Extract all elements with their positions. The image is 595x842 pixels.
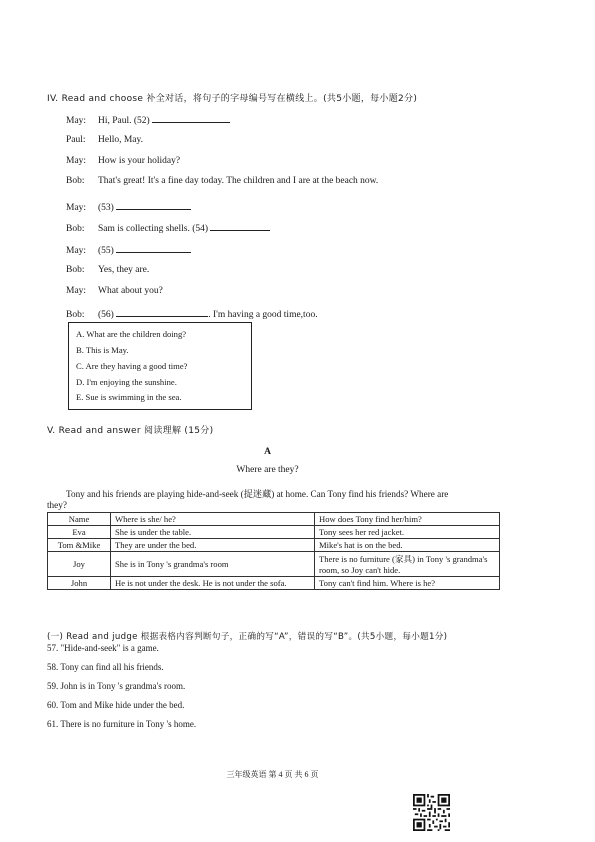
dialogue-line-4 <box>66 176 378 186</box>
judge-item-59: 59. John is in Tony 's grandma's room. <box>47 681 186 691</box>
answer-blank-53[interactable] <box>116 200 191 210</box>
table-row <box>48 577 500 590</box>
answer-blank-56[interactable] <box>116 307 208 317</box>
dialogue-line-6 <box>66 221 270 234</box>
passage-title: Where are they? <box>236 465 299 475</box>
table-cell: They are under the bed. <box>111 539 315 552</box>
dialogue-line-2 <box>66 135 143 145</box>
speaker: Bob: <box>66 265 85 275</box>
table-row <box>48 552 500 577</box>
option-a: A. What are the children doing? <box>76 329 187 339</box>
option-c: C. Are they having a good time? <box>76 361 188 371</box>
passage-line-1: Tony and his friends are playing hide-and-seek (捉迷藏) at home. Can Tony find his friends? Where are <box>66 489 449 499</box>
table-header: Where is she/ he? <box>111 513 315 526</box>
table-cell: Tom &Mike <box>48 539 111 552</box>
judge-item-60: 60. Tom and Mike hide under the bed. <box>47 700 185 710</box>
table-cell: She is under the table. <box>111 526 315 539</box>
passage-label: A <box>264 447 271 457</box>
table-cell: Eva <box>48 526 111 539</box>
judge-item-61: 61. There is no furniture in Tony 's home. <box>47 719 197 729</box>
speaker: May: <box>66 116 87 126</box>
dialogue-text: What about you? <box>98 286 163 296</box>
dialogue-line-10 <box>66 307 318 320</box>
dialogue-text: Yes, they are. <box>98 265 150 275</box>
answer-blank-52[interactable] <box>152 113 230 123</box>
table-header: How does Tony find her/him? <box>315 513 500 526</box>
option-d: D. I'm enjoying the sunshine. <box>76 377 177 387</box>
answer-blank-55[interactable] <box>116 243 191 253</box>
table-cell: Mike's hat is on the bed. <box>315 539 500 552</box>
dialogue-text: How is your holiday? <box>98 156 181 166</box>
table-row <box>48 539 500 552</box>
speaker: May: <box>66 156 87 166</box>
dialogue-line-5 <box>66 200 191 213</box>
dialogue-text: (53) <box>98 203 114 213</box>
table-row <box>48 526 500 539</box>
dialogue-line-7 <box>66 243 191 256</box>
dialogue-text: Hi, Paul. (52) <box>98 116 150 126</box>
dialogue-text: (55) <box>98 246 114 256</box>
table-cell: Joy <box>48 552 111 577</box>
table-cell: Tony sees her red jacket. <box>315 526 500 539</box>
page-footer: 三年级英语 第 4 页 共 6 页 <box>226 770 319 779</box>
answer-blank-54[interactable] <box>210 221 270 231</box>
table-cell: Tony can't find him. Where is he? <box>315 577 500 590</box>
table-cell: She is in Tony 's grandma's room <box>111 552 315 577</box>
speaker: May: <box>66 246 87 256</box>
section-iv-heading: IV. Read and choose 补全对话，将句子的字母编号写在横线上。(共5小题，每小题2分) <box>47 94 418 104</box>
speaker: Bob: <box>66 310 85 320</box>
dialogue-line-8 <box>66 265 149 275</box>
speaker: Bob: <box>66 224 85 234</box>
dialogue-text: That's great! It's a fine day today. The children and I are at the beach now. <box>98 176 379 186</box>
speaker: Bob: <box>66 176 85 186</box>
speaker: May: <box>66 286 87 296</box>
judge-item-57: 57. "Hide-and-seek" is a game. <box>47 643 159 653</box>
options-box <box>68 322 252 410</box>
table-cell: He is not under the desk. He is not under the sofa. <box>111 577 315 590</box>
passage-line-2: they? <box>47 500 67 510</box>
speaker: Paul: <box>66 135 86 145</box>
judge-item-58: 58. Tony can find all his friends. <box>47 662 164 672</box>
option-e: E. Sue is swimming in the sea. <box>76 392 182 402</box>
judge-heading: (一) Read and judge 根据表格内容判断句子，正确的写“A”，错误的写“B”。(共5小题，每小题1分) <box>47 632 448 642</box>
qr-code-icon <box>413 794 450 831</box>
dialogue-text: Hello, May. <box>98 135 144 145</box>
table-cell: There is no furniture (家具) in Tony 's grandma's room, so Joy can't hide. <box>315 552 500 577</box>
dialogue-line-9 <box>66 286 163 296</box>
dialogue-line-3 <box>66 156 180 166</box>
section-v-heading: V. Read and answer 阅读理解 (15分) <box>47 426 214 436</box>
dialogue-text: (56) <box>98 310 114 320</box>
option-b: B. This is May. <box>76 345 129 355</box>
dialogue-line-1 <box>66 113 230 126</box>
hide-and-seek-table <box>47 512 500 590</box>
dialogue-text: Sam is collecting shells. (54) <box>98 224 209 234</box>
table-cell: John <box>48 577 111 590</box>
dialogue-text-after: . I'm having a good time,too. <box>208 310 318 320</box>
speaker: May: <box>66 203 87 213</box>
table-header: Name <box>48 513 111 526</box>
table-header-row <box>48 513 500 526</box>
